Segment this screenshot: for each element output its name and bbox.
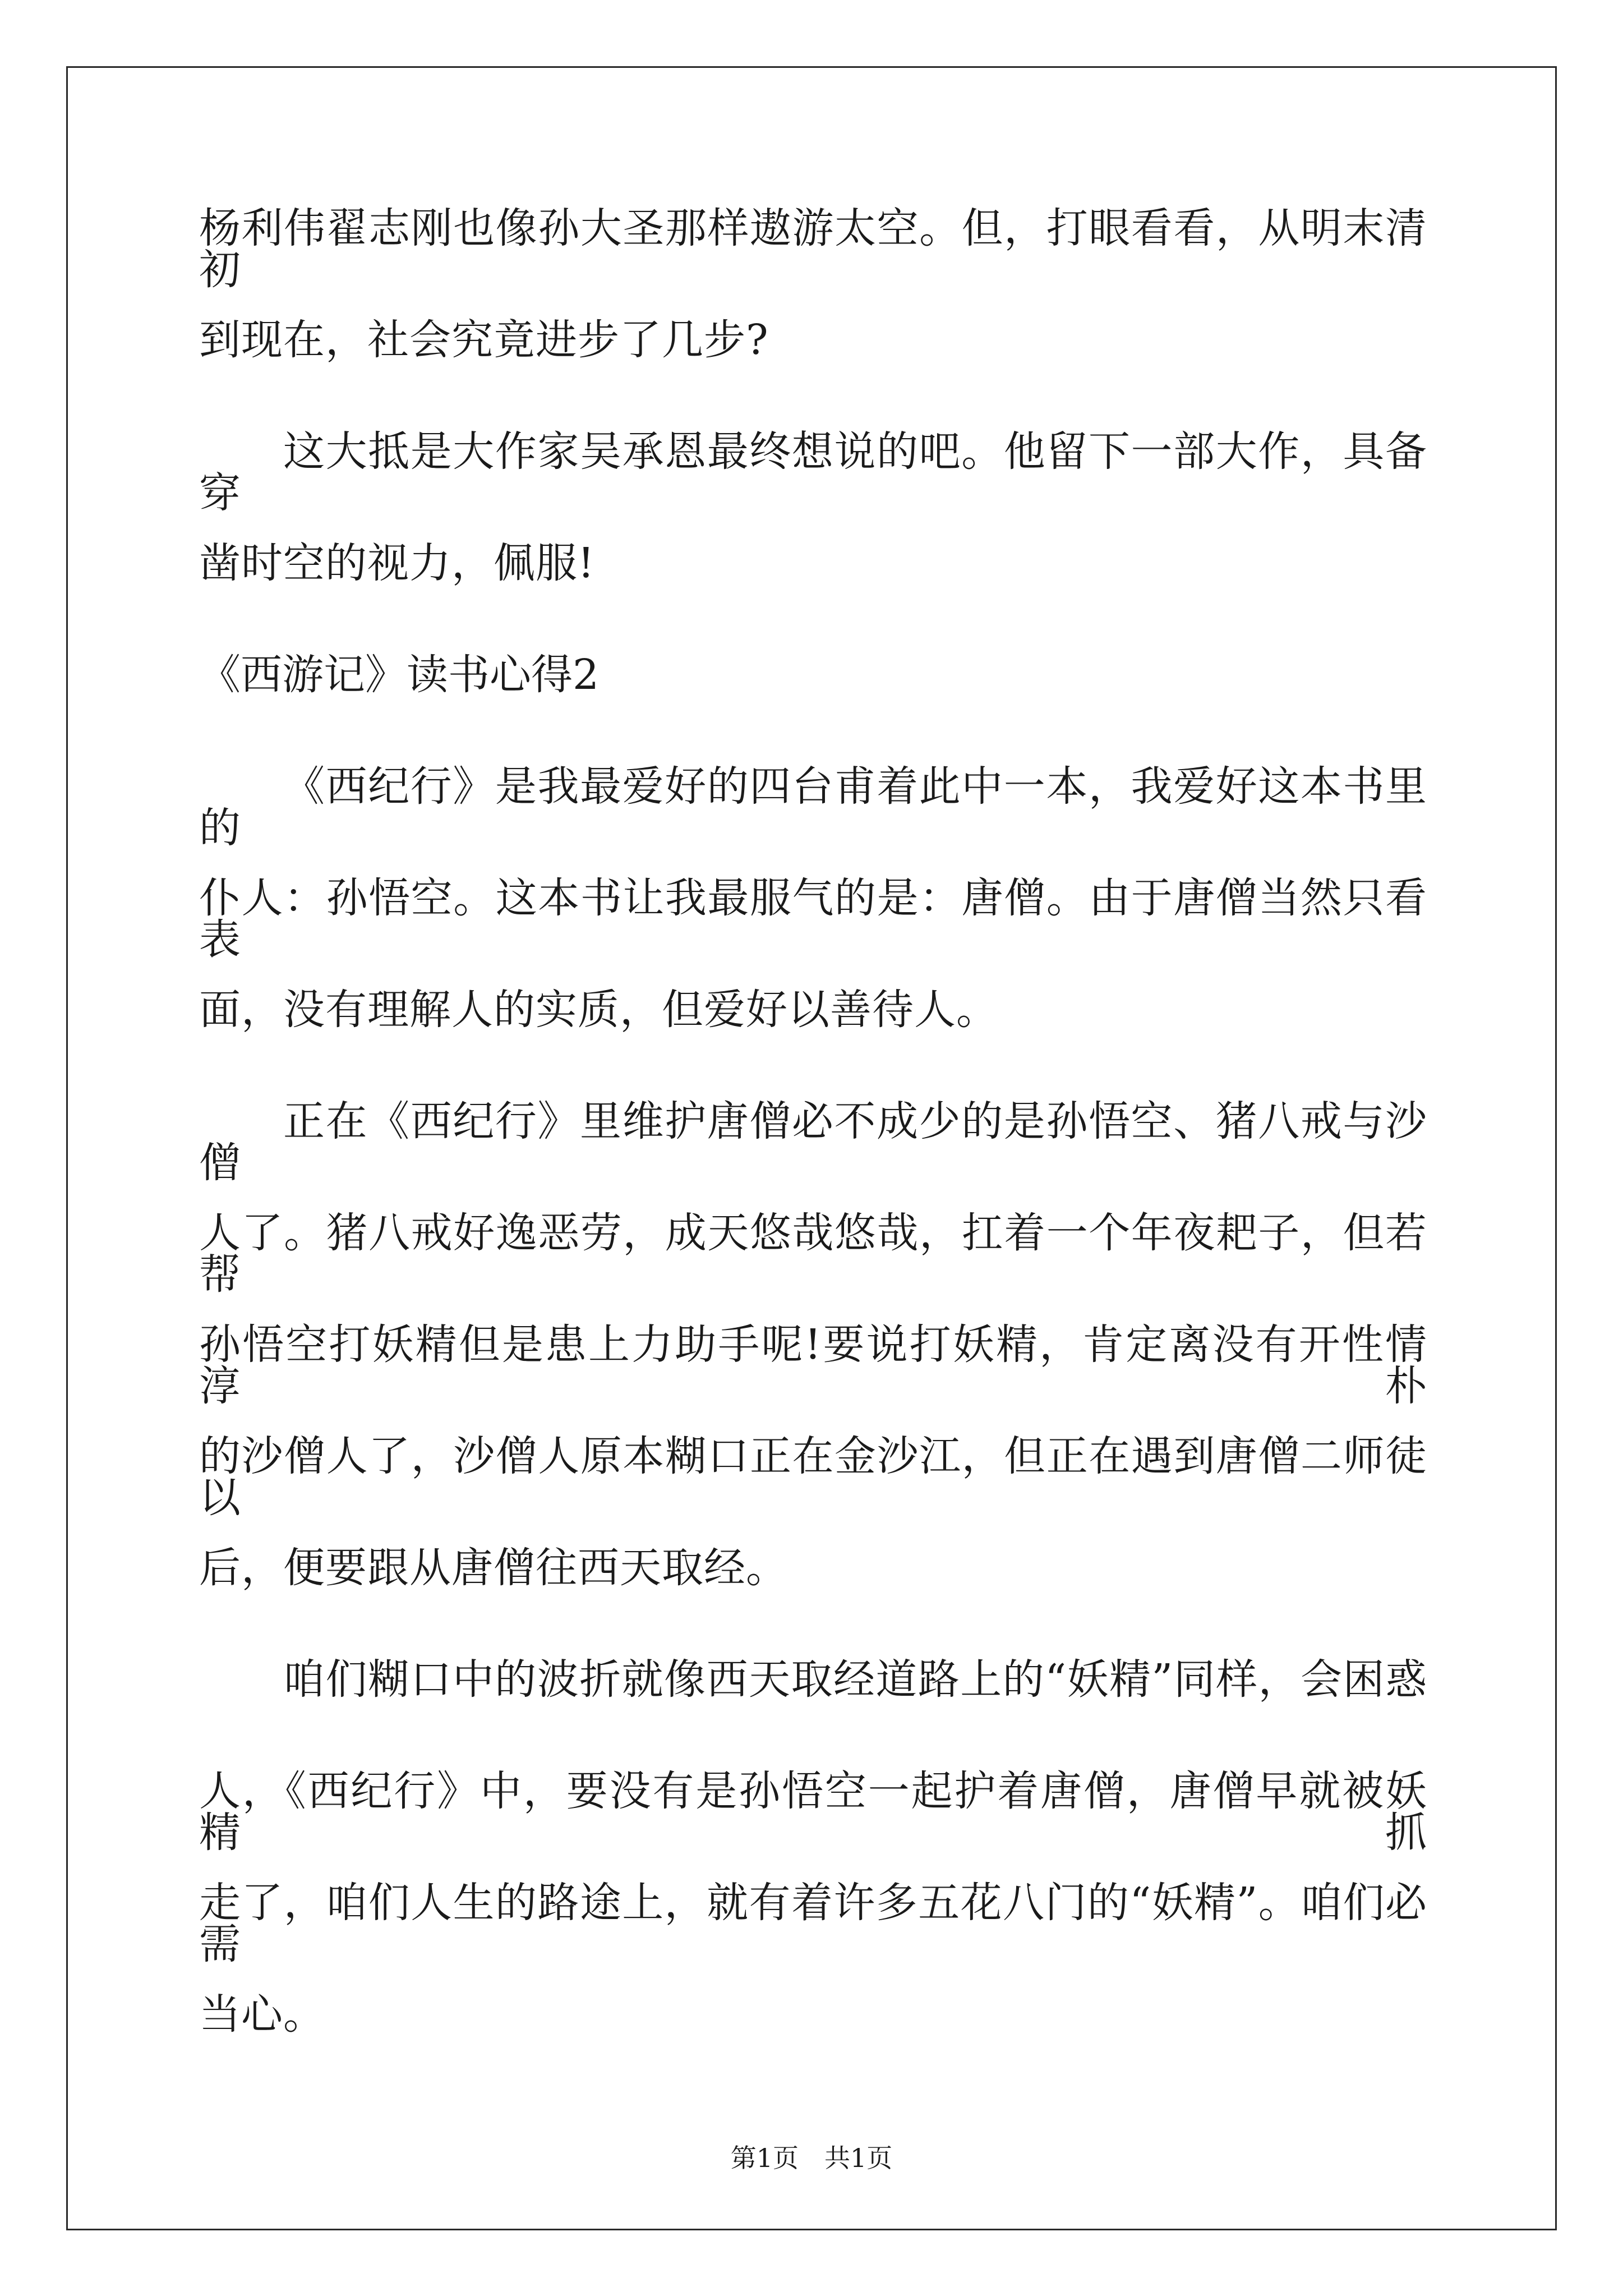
body-line-14: 人，《西纪行》中，要没有是孙悟空一起护着唐僧，唐僧早就被妖精抓 bbox=[199, 1767, 1427, 1857]
body-line-12: 后，便要跟从唐僧往西天取经。 bbox=[199, 1544, 788, 1592]
body-line-6: 仆人：孙悟空。这本书让我最服气的是：唐僧。由于唐僧当然只看表 bbox=[199, 874, 1427, 964]
section-heading: 《西游记》读书心得2 bbox=[199, 651, 600, 699]
body-line-15: 走了，咱们人生的路途上，就有着许多五花八门的“妖精”。咱们必需 bbox=[199, 1879, 1427, 1968]
body-line-5: 《西纪行》是我最爱好的四台甫着此中一本，我爱好这本书里的 bbox=[199, 762, 1427, 852]
document-body bbox=[199, 204, 1427, 2105]
body-line-4: 凿时空的视力，佩服! bbox=[199, 539, 595, 587]
page-footer: 第1页 共1页 bbox=[730, 2143, 893, 2173]
body-line-8: 正在《西纪行》里维护唐僧必不成少的是孙悟空、猪八戒与沙僧 bbox=[199, 1097, 1427, 1187]
body-line-7: 面，没有理解人的实质，但爱好以善待人。 bbox=[199, 986, 998, 1034]
body-line-10: 孙悟空打妖精但是患上力助手呢!要说打妖精，肯定离没有开性情淳朴 bbox=[199, 1320, 1427, 1410]
body-line-9: 人了。猪八戒好逸恶劳，成天悠哉悠哉，扛着一个年夜耙子，但若帮 bbox=[199, 1209, 1427, 1299]
body-line-2: 到现在，社会究竟进步了几步? bbox=[199, 316, 769, 364]
body-line-3: 这大抵是大作家吴承恩最终想说的吧。他留下一部大作，具备穿 bbox=[199, 427, 1427, 517]
body-line-16: 当心。 bbox=[199, 1990, 325, 2039]
body-line-13: 咱们糊口中的波折就像西天取经道路上的“妖精”同样，会困惑 bbox=[283, 1655, 1427, 1704]
body-line-1: 杨利伟翟志刚也像孙大圣那样遨游太空。但，打眼看看，从明末清初 bbox=[199, 204, 1427, 294]
body-line-11: 的沙僧人了，沙僧人原本糊口正在金沙江，但正在遇到唐僧二师徒以 bbox=[199, 1432, 1427, 1522]
